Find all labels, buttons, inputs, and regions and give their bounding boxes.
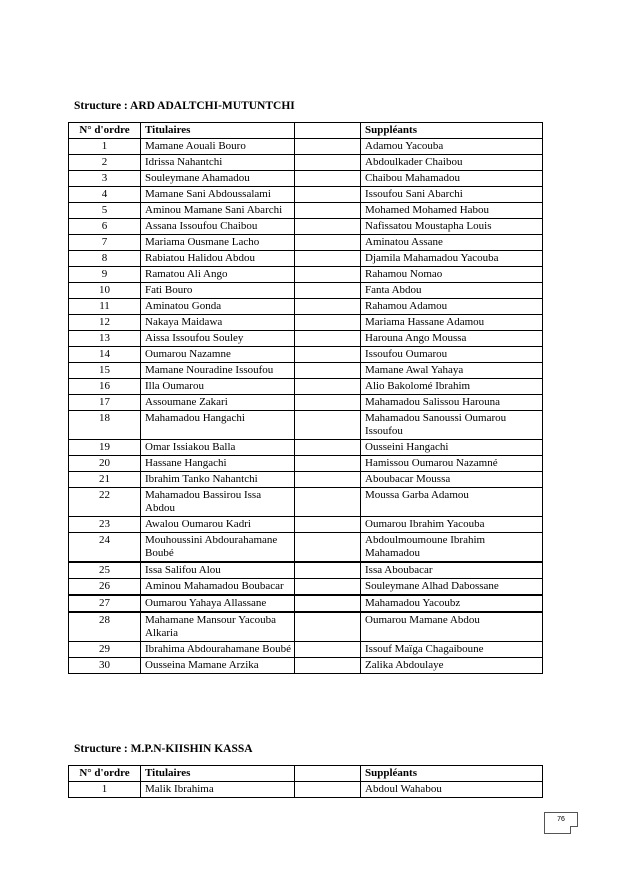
cell-blank [295,472,361,488]
cell-suppleant: Oumarou Ibrahim Yacouba [361,517,543,533]
table-row [69,579,543,596]
table-row [69,488,543,517]
table-row [69,219,543,235]
cell-suppleant: Mohamed Mohamed Habou [361,203,543,219]
cell-order: 27 [69,595,141,612]
cell-titulaire: Ramatou Ali Ango [141,267,295,283]
cell-titulaire: Mamane Aouali Bouro [141,139,295,155]
cell-blank [295,299,361,315]
cell-order: 20 [69,456,141,472]
cell-blank [295,456,361,472]
cell-titulaire: Aissa Issoufou Souley [141,331,295,347]
table-row [69,347,543,363]
cell-blank [295,331,361,347]
cell-titulaire: Souleymane Ahamadou [141,171,295,187]
cell-titulaire: Fati Bouro [141,283,295,299]
cell-suppleant: Nafissatou Moustapha Louis [361,219,543,235]
cell-titulaire: Mouhoussini Abdourahamane Boubé [141,533,295,563]
cell-order: 9 [69,267,141,283]
cell-blank [295,440,361,456]
table-row [69,283,543,299]
cell-order: 28 [69,612,141,642]
cell-order: 1 [69,782,141,798]
cell-blank [295,155,361,171]
cell-suppleant: Chaibou Mahamadou [361,171,543,187]
cell-blank [295,488,361,517]
cell-order: 6 [69,219,141,235]
table-row [69,363,543,379]
table-row [69,642,543,658]
cell-titulaire: Rabiatou Halidou Abdou [141,251,295,267]
cell-titulaire: Aminatou Gonda [141,299,295,315]
cell-blank [295,658,361,674]
cell-order: 29 [69,642,141,658]
cell-order: 23 [69,517,141,533]
cell-order: 22 [69,488,141,517]
cell-suppleant: Mamane Awal Yahaya [361,363,543,379]
cell-suppleant: Rahamou Adamou [361,299,543,315]
header-order: N° d'ordre [69,766,141,782]
cell-order: 12 [69,315,141,331]
cell-order: 13 [69,331,141,347]
cell-titulaire: Hassane Hangachi [141,456,295,472]
cell-blank [295,283,361,299]
section-title-ard [74,100,295,112]
cell-titulaire: Mamane Nouradine Issoufou [141,363,295,379]
cell-order: 19 [69,440,141,456]
cell-suppleant: Mahamadou Sanoussi Oumarou Issoufou [361,411,543,440]
cell-blank [295,235,361,251]
table-row [69,411,543,440]
cell-suppleant: Issoufou Oumarou [361,347,543,363]
cell-suppleant: Issouf Maïga Chagaiboune [361,642,543,658]
cell-suppleant: Abdoulmoumoune Ibrahim Mahamadou [361,533,543,563]
cell-blank [295,612,361,642]
table-row [69,533,543,563]
table-row [69,517,543,533]
section-title-mpn [74,743,253,755]
header-titulaires: Titulaires [141,766,295,782]
cell-blank [295,171,361,187]
table-row [69,562,543,579]
cell-titulaire: Oumarou Yahaya Allassane [141,595,295,612]
table-row [69,782,543,798]
cell-titulaire: Mahamadou Hangachi [141,411,295,440]
structure-name: M.P.N-KIISHIN KASSA [130,743,253,755]
table-row [69,155,543,171]
cell-titulaire: Mahamane Mansour Yacouba Alkaria [141,612,295,642]
table-row [69,251,543,267]
table-header-row [69,123,543,139]
table-row [69,235,543,251]
table-row [69,379,543,395]
cell-order: 8 [69,251,141,267]
cell-suppleant: Oumarou Mamane Abdou [361,612,543,642]
cell-suppleant: Rahamou Nomao [361,267,543,283]
cell-titulaire: Oumarou Nazamne [141,347,295,363]
cell-suppleant: Hamissou Oumarou Nazamné [361,456,543,472]
cell-suppleant: Aboubacar Moussa [361,472,543,488]
cell-suppleant: Djamila Mahamadou Yacouba [361,251,543,267]
cell-blank [295,363,361,379]
cell-order: 18 [69,411,141,440]
structure-label: Structure : [74,100,131,112]
cell-order: 7 [69,235,141,251]
cell-titulaire: Mariama Ousmane Lacho [141,235,295,251]
cell-suppleant: Alio Bakolomé Ibrahim [361,379,543,395]
cell-order: 16 [69,379,141,395]
cell-blank [295,139,361,155]
cell-suppleant: Fanta Abdou [361,283,543,299]
cell-blank [295,579,361,596]
table-row [69,658,543,674]
cell-suppleant: Abdoul Wahabou [361,782,543,798]
cell-blank [295,411,361,440]
cell-titulaire: Idrissa Nahantchi [141,155,295,171]
table-row [69,331,543,347]
cell-blank [295,203,361,219]
cell-suppleant: Moussa Garba Adamou [361,488,543,517]
cell-suppleant: Issoufou Sani Abarchi [361,187,543,203]
cell-blank [295,395,361,411]
table-row [69,267,543,283]
table-row [69,440,543,456]
cell-order: 3 [69,171,141,187]
cell-titulaire: Illa Oumarou [141,379,295,395]
cell-suppleant: Issa Aboubacar [361,562,543,579]
cell-titulaire: Issa Salifou Alou [141,562,295,579]
cell-order: 2 [69,155,141,171]
cell-order: 17 [69,395,141,411]
cell-order: 5 [69,203,141,219]
cell-suppleant: Souleymane Alhad Dabossane [361,579,543,596]
header-suppleants: Suppléants [361,123,543,139]
cell-order: 14 [69,347,141,363]
structure-label: Structure : [74,743,131,755]
table-body [69,139,543,674]
cell-order: 30 [69,658,141,674]
table-row [69,139,543,155]
cell-suppleant: Mariama Hassane Adamou [361,315,543,331]
cell-blank [295,379,361,395]
structure-name: ARD ADALTCHI-MUTUNTCHI [130,100,295,112]
header-blank [295,123,361,139]
cell-blank [295,315,361,331]
cell-suppleant: Aminatou Assane [361,235,543,251]
cell-blank [295,782,361,798]
table-row [69,595,543,612]
cell-titulaire: Ousseina Mamane Arzika [141,658,295,674]
table-body [69,782,543,798]
cell-order: 21 [69,472,141,488]
table-row [69,187,543,203]
cell-titulaire: Aminou Mahamadou Boubacar [141,579,295,596]
table-row [69,395,543,411]
cell-blank [295,533,361,563]
cell-titulaire: Nakaya Maidawa [141,315,295,331]
cell-titulaire: Malik Ibrahima [141,782,295,798]
table-header-row [69,766,543,782]
table-row [69,203,543,219]
cell-suppleant: Mahamadou Yacoubz [361,595,543,612]
cell-blank [295,251,361,267]
cell-suppleant: Abdoulkader Chaibou [361,155,543,171]
cell-titulaire: Assana Issoufou Chaibou [141,219,295,235]
page-number: 76 [544,812,578,834]
header-blank [295,766,361,782]
cell-order: 11 [69,299,141,315]
header-order: N° d'ordre [69,123,141,139]
cell-blank [295,595,361,612]
roster-table-mpn [68,765,543,798]
cell-titulaire: Mahamadou Bassirou Issa Abdou [141,488,295,517]
header-titulaires: Titulaires [141,123,295,139]
cell-suppleant: Zalika Abdoulaye [361,658,543,674]
cell-titulaire: Ibrahim Tanko Nahantchi [141,472,295,488]
cell-order: 25 [69,562,141,579]
cell-blank [295,187,361,203]
cell-titulaire: Mamane Sani Abdoussalami [141,187,295,203]
table-row [69,612,543,642]
cell-blank [295,267,361,283]
table-row [69,456,543,472]
cell-titulaire: Ibrahima Abdourahamane Boubé [141,642,295,658]
table-row [69,472,543,488]
table-row [69,171,543,187]
cell-order: 4 [69,187,141,203]
cell-order: 1 [69,139,141,155]
cell-order: 26 [69,579,141,596]
cell-blank [295,642,361,658]
cell-suppleant: Mahamadou Salissou Harouna [361,395,543,411]
cell-titulaire: Assoumane Zakari [141,395,295,411]
cell-order: 24 [69,533,141,563]
cell-blank [295,517,361,533]
cell-titulaire: Aminou Mamane Sani Abarchi [141,203,295,219]
cell-order: 10 [69,283,141,299]
cell-titulaire: Awalou Oumarou Kadri [141,517,295,533]
cell-suppleant: Harouna Ango Moussa [361,331,543,347]
cell-titulaire: Omar Issiakou Balla [141,440,295,456]
table-row [69,299,543,315]
cell-blank [295,562,361,579]
table-row [69,315,543,331]
cell-suppleant: Adamou Yacouba [361,139,543,155]
cell-blank [295,347,361,363]
cell-blank [295,219,361,235]
header-suppleants: Suppléants [361,766,543,782]
cell-order: 15 [69,363,141,379]
roster-table-ard [68,122,543,674]
cell-suppleant: Ousseini Hangachi [361,440,543,456]
